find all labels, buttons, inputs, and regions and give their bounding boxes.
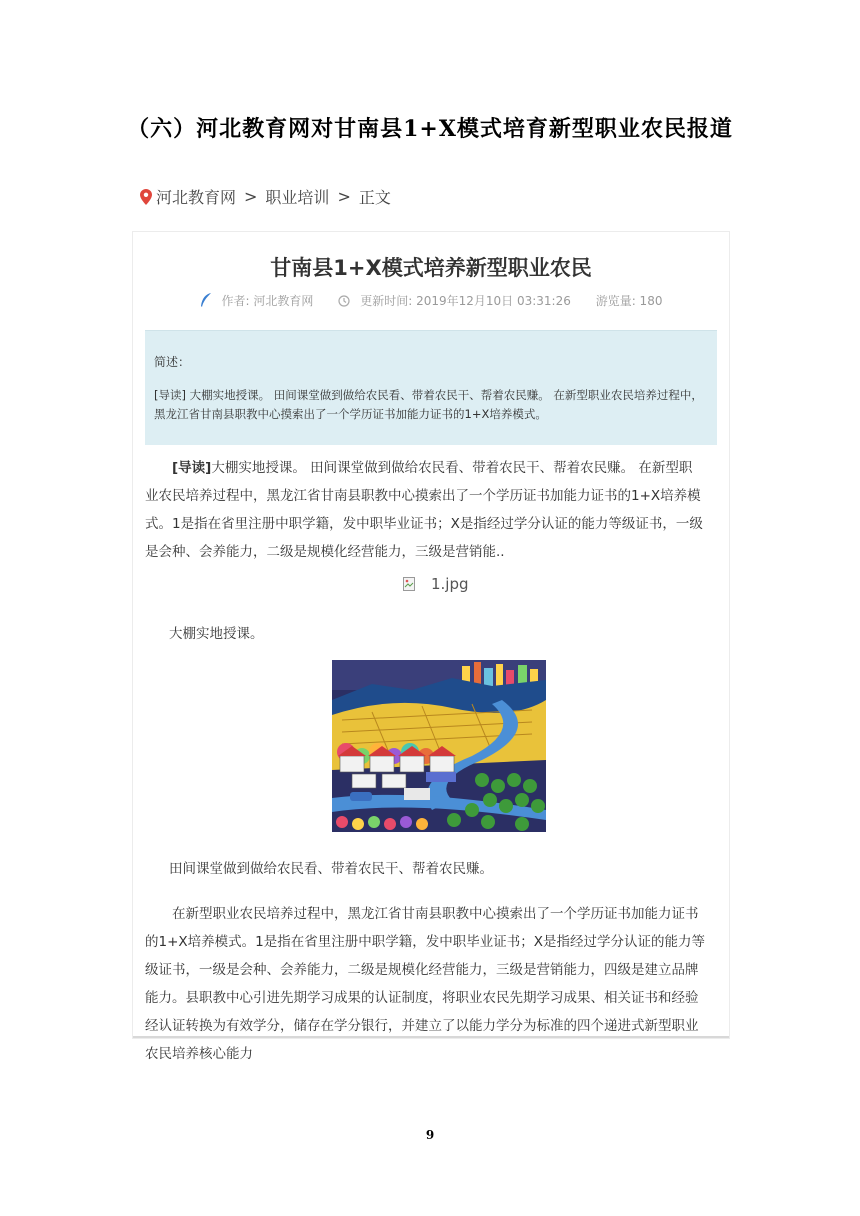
- caption-greenhouse: 大棚实地授课。: [169, 626, 264, 642]
- broken-image: [403, 575, 469, 593]
- farm-painting-image: [332, 660, 546, 832]
- section-title: （六）河北教育网对甘南县1+X模式培育新型职业农民报道: [127, 116, 733, 142]
- summary-box: [145, 330, 717, 445]
- location-pin-icon: [140, 189, 152, 205]
- breadcrumb-item-home[interactable]: 河北教育网: [156, 188, 237, 207]
- breadcrumb-separator: >: [244, 187, 258, 206]
- meta-author: [200, 294, 325, 308]
- breadcrumb-item-category[interactable]: 职业培训: [265, 188, 330, 207]
- article-title: 甘南县1+X模式培养新型职业农民: [270, 256, 592, 280]
- meta-author-text: 作者: 河北教育网: [221, 294, 314, 308]
- article-screenshot: [133, 232, 729, 1062]
- page-number: 9: [425, 1128, 435, 1142]
- meta-updated: [338, 294, 581, 308]
- breadcrumb-item-current: 正文: [358, 188, 391, 207]
- breadcrumb-separator: >: [337, 187, 351, 206]
- meta-updated-text: 更新时间: 2019年12月10日 03:31:26: [360, 294, 571, 308]
- caption-field-class: 田间课堂做到做给农民看、带着农民干、帮着农民赚。: [169, 861, 493, 877]
- broken-image-icon: [403, 577, 415, 591]
- breadcrumb: [140, 185, 391, 208]
- lead-paragraph: [145, 454, 705, 566]
- feather-icon: [200, 293, 212, 307]
- clock-icon: [338, 295, 350, 307]
- lead-text: 大棚实地授课。 田间课堂做到做给农民看、带着农民干、帮着农民赚。 在新型职业农民培养过程中，黑龙江省甘南县职教中心摸索出了一个学历证书加能力证书的1+X培养模式。1是指在省里注册中职学籍，发中职毕业证书；X是指经过学分认证的能力等级证书，一级是会种、会养能力，二级是规模化经营能力，三级是营销能..: [145, 460, 703, 560]
- meta-views: 游览量: 180: [595, 294, 663, 308]
- broken-image-alt: 1.jpg: [431, 575, 469, 593]
- summary-label: 简述：: [154, 355, 191, 369]
- lead-tag: [导读]: [172, 460, 212, 476]
- summary-text: [导读] 大棚实地授课。 田间课堂做到做给农民看、带着农民干、帮着农民赚。 在新型职业农民培养过程中，黑龙江省甘南县职教中心摸索出了一个学历证书加能力证书的1+X培养模式。: [154, 388, 703, 421]
- article-meta: [133, 292, 729, 309]
- article-bottom-border: [133, 1036, 729, 1038]
- body-paragraph: 在新型职业农民培养过程中，黑龙江省甘南县职教中心摸索出了一个学历证书加能力证书的1+X培养模式。1是指在省里注册中职学籍，发中职毕业证书；X是指经过学分认证的能力等级证书，一级是会种、会养能力，二级是规模化经营能力，三级是营销能力，四级是建立品牌能力。县职教中心引进先期学习成果的认证制度，将职业农民先期学习成果、相关证书和经验经认证转换为有效学分，储存在学分银行，并建立了以能力学分为标准的四个递进式新型职业农民培养核心能力: [145, 906, 705, 1062]
